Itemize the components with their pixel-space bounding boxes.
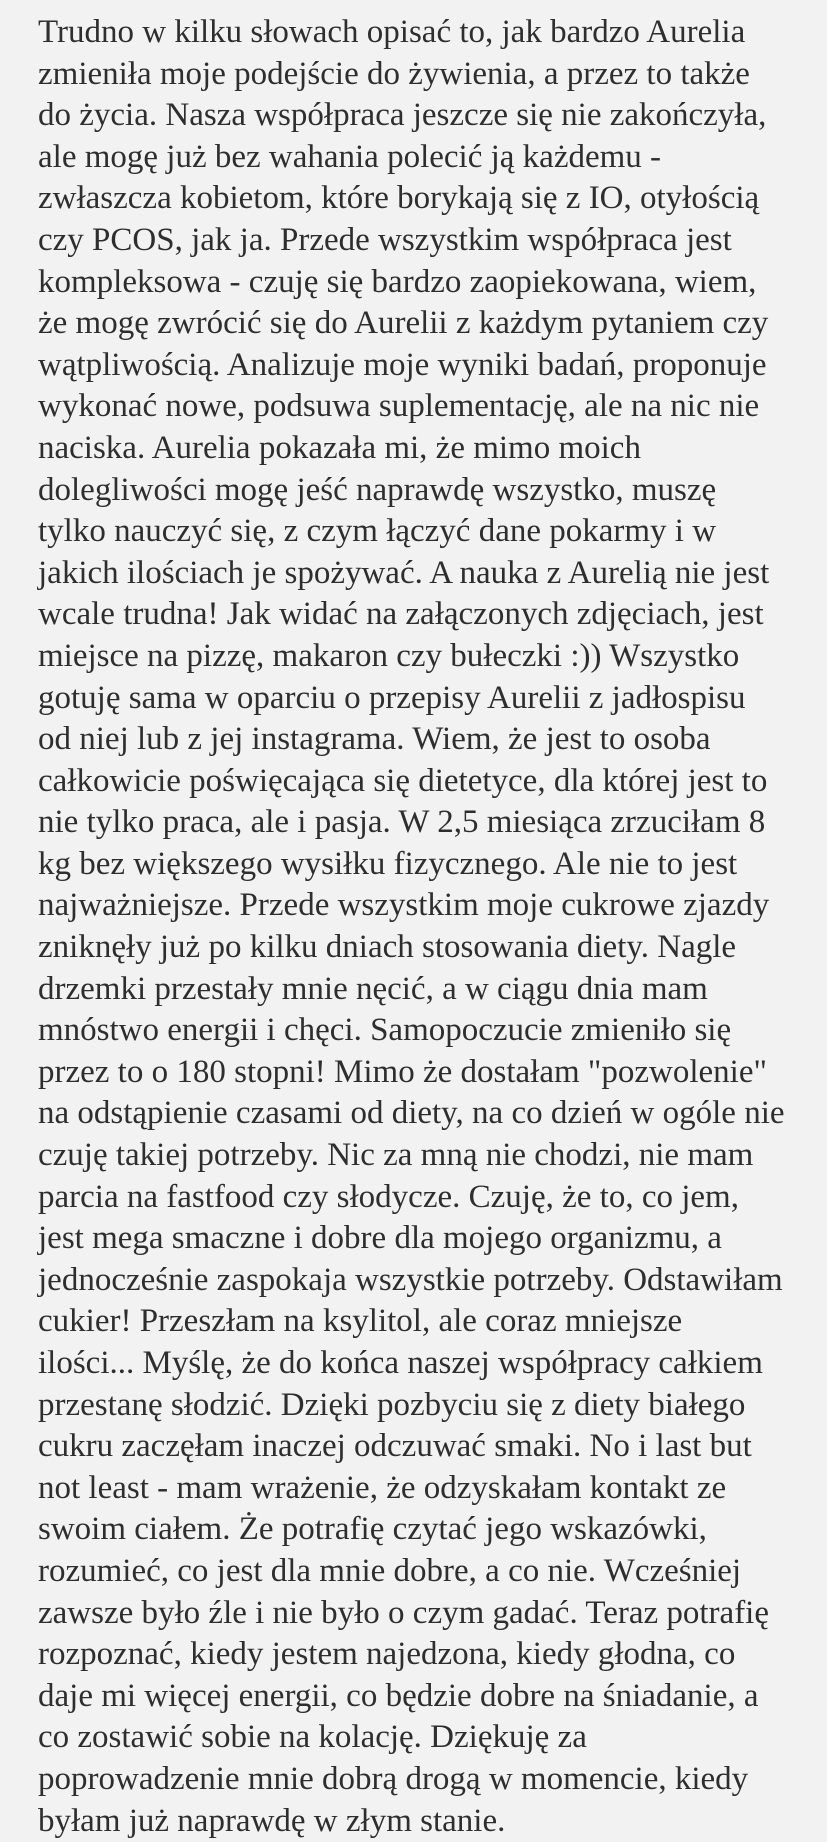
text-line: mnóstwo energii i chęci. Samopoczucie zmieniło się [38,1012,732,1049]
text-line: dolegliwości mogę jeść naprawdę wszystko, muszę [38,471,717,508]
text-line: całkowicie poświęcająca się dietetyce, dla której jest to [38,762,768,799]
text-line: najważniejsze. Przede wszystkim moje cukrowe zjazdy [38,887,770,924]
text-line: ilości... Myślę, że do końca naszej współpracy całkiem [38,1345,763,1381]
text-line: że mogę zwrócić się do Aurelii z każdym pytaniem czy [38,305,769,342]
text-line: daje mi więcej energii, co będzie dobre na śniadanie, a [38,1677,759,1714]
text-line: od niej lub z jej instagrama. Wiem, że jest to osoba [38,721,711,758]
text-line: kg bez większego wysiłku fizycznego. Ale nie to jest [38,845,738,882]
text-line: rozumieć, co jest dla mnie dobre, a co nie. Wcześniej [38,1552,742,1589]
text-line: drzemki przestały mnie nęcić, a w ciągu dnia mam [38,970,708,1007]
text-line: not least - mam wrażenie, że odzyskałam kontakt ze [38,1469,727,1506]
text-line: cukru zaczęłam inaczej odczuwać smaki. No i last but [38,1428,752,1465]
text-line: zniknęły już po kilku dniach stosowania diety. Nagle [38,929,737,966]
text-line: jednocześnie zaspokaja wszystkie potrzeby. Odstawiłam [38,1261,783,1298]
text-line: wątpliwością. Analizuje moje wyniki badań, proponuje [38,346,767,383]
text-line: na odstąpienie czasami od diety, na co dzień w ogóle nie [38,1095,785,1132]
text-line: co zostawić sobie na kolację. Dziękuję za [38,1719,587,1756]
text-line: czuję takiej potrzeby. Nic za mną nie chodzi, nie mam [38,1137,754,1174]
text-line: tylko nauczyć się, z czym łączyć dane pokarmy i w [38,513,717,550]
text-line: naciska. Aurelia pokazała mi, że mimo moich [38,429,641,466]
text-line: kompleksowa - czuję się bardzo zaopiekowana, wiem, [38,263,757,300]
text-line: wykonać nowe, podsuwa suplementację, ale na nic nie [38,388,760,425]
text-line: gotuję sama w oparciu o przepisy Aurelii z jadłospisu [38,679,746,716]
text-line: do życia. Nasza współpraca jeszcze się nie zakończyła, [38,97,767,134]
text-line: miejsce na pizzę, makaron czy bułeczki :)) Wszystko [38,637,740,674]
text-line: rozpoznać, kiedy jestem najedzona, kiedy głodna, co [38,1636,736,1673]
text-line: cukier! Przeszłam na ksylitol, ale coraz mniejsze [38,1303,683,1340]
text-line: przestanę słodzić. Dzięki pozbyciu się z diety białego [38,1386,746,1423]
text-line: wcale trudna! Jak widać na załączonych zdjęciach, jest [38,596,764,633]
text-line: swoim ciałem. Że potrafię czytać jego wskazówki, [38,1511,707,1548]
testimonial-text [38,12,818,1842]
text-line: zwłaszcza kobietom, które borykają się z IO, otyłością [38,180,760,217]
text-line: zawsze było źle i nie było o czym gadać. Teraz potrafię [38,1594,769,1631]
text-line: ale mogę już bez wahania polecić ją każdemu - [38,138,662,175]
text-line: nie tylko praca, ale i pasja. W 2,5 miesiąca zrzuciłam 8 [38,804,766,841]
text-line: Trudno w kilku słowach opisać to, jak bardzo Aurelia [38,14,746,50]
text-line: czy PCOS, jak ja. Przede wszystkim współpraca jest [38,221,732,258]
text-line: jakich ilościach je spożywać. A nauka z Aurelią nie jest [38,554,770,591]
text-line: poprowadzenie mnie dobrą drogą w momencie, kiedy [38,1760,749,1797]
text-line: jest mega smaczne i dobre dla mojego organizmu, a [38,1220,722,1257]
text-line: przez to o 180 stopni! Mimo że dostałam "pozwolenie" [38,1053,767,1090]
text-line: zmieniła moje podejście do żywienia, a przez to także [38,55,750,92]
text-line: byłam już naprawdę w złym stanie. [38,1802,506,1839]
text-line: parcia na fastfood czy słodycze. Czuję, że to, co jem, [38,1178,739,1215]
